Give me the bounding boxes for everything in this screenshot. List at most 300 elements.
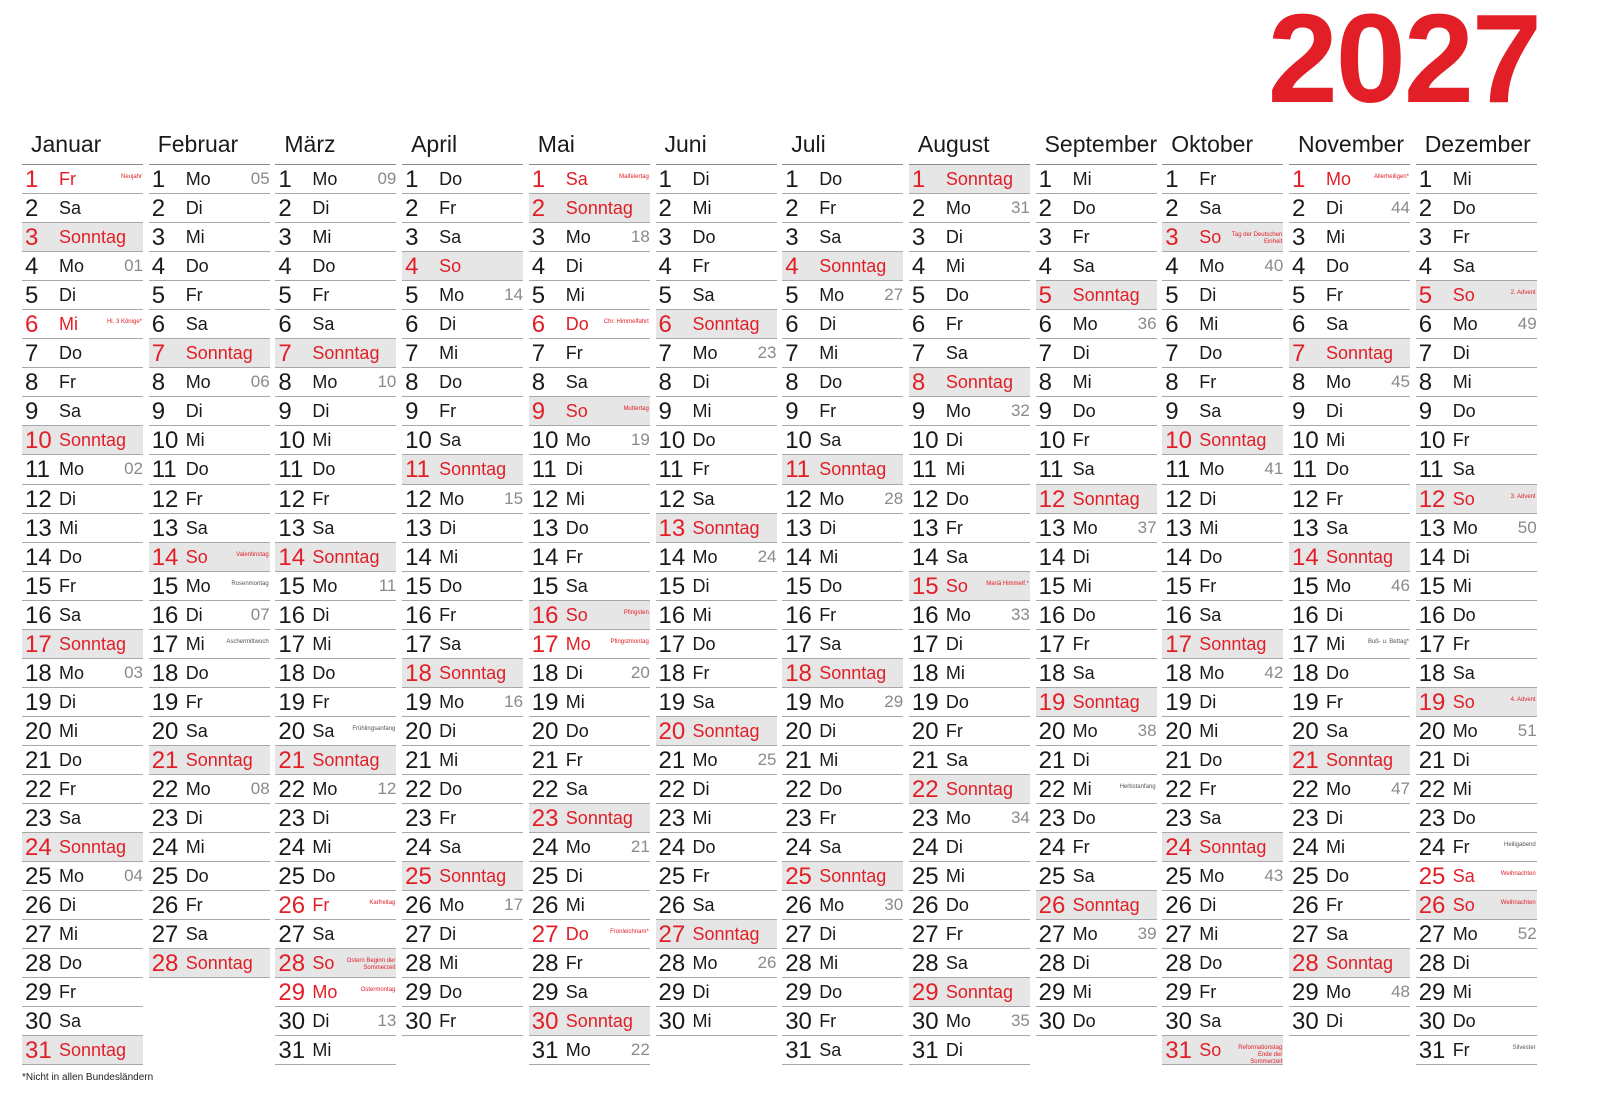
- day-row: [909, 543, 1030, 572]
- day-row: [22, 862, 143, 891]
- day-row: [1416, 688, 1537, 717]
- week-number: 41: [1264, 459, 1284, 479]
- day-number: 25: [151, 863, 179, 891]
- weekday: Do: [439, 778, 463, 799]
- day-row: [22, 165, 143, 194]
- day-number: 30: [1165, 1008, 1192, 1036]
- week-number: 26: [757, 953, 777, 973]
- day-number: 1: [25, 166, 39, 193]
- weekday: Mo: [185, 575, 211, 596]
- day-row: [275, 891, 396, 920]
- weekday: So: [1452, 691, 1475, 712]
- day-number: 22: [1292, 775, 1319, 803]
- day-row: [1416, 717, 1537, 746]
- weekday: Sonntag: [819, 459, 887, 480]
- day-number: 4: [785, 253, 799, 281]
- weekday: Sonntag: [819, 662, 887, 683]
- weekday: Mo: [1326, 169, 1352, 189]
- day-row: [402, 862, 523, 891]
- weekday: Mi: [819, 546, 839, 567]
- day-row: [22, 920, 143, 949]
- weekday: Do: [1072, 808, 1096, 829]
- day-row: [1289, 833, 1410, 862]
- day-row: [1036, 978, 1157, 1007]
- day-number: 25: [911, 863, 939, 891]
- weekday: Mo: [439, 488, 465, 509]
- day-list: [22, 164, 143, 1065]
- month-februar: [149, 124, 270, 978]
- day-number: 4: [151, 253, 166, 281]
- day-number: 17: [658, 630, 686, 658]
- day-row: [22, 426, 143, 455]
- day-number: 18: [405, 659, 432, 687]
- day-row: [656, 281, 777, 310]
- day-number: 23: [1418, 805, 1446, 833]
- weekday: Sa: [819, 633, 842, 654]
- holiday-label: Hl. 3 Könige*: [106, 319, 142, 326]
- day-row: [1289, 339, 1410, 368]
- weekday: Do: [565, 924, 589, 945]
- day-row: [656, 572, 777, 601]
- day-number: 8: [405, 369, 419, 397]
- weekday: Mi: [1199, 314, 1219, 335]
- day-number: 24: [911, 834, 939, 862]
- weekday: Sonntag: [565, 1011, 633, 1032]
- day-row: [909, 455, 1030, 484]
- day-row: [22, 717, 143, 746]
- day-number: 11: [531, 456, 557, 484]
- day-row: [529, 223, 650, 252]
- day-number: 5: [1292, 282, 1306, 310]
- day-number: 2: [1418, 195, 1433, 223]
- day-number: 8: [1165, 369, 1179, 397]
- weekday: Mo: [1452, 314, 1478, 335]
- week-number: 02: [124, 459, 143, 479]
- day-number: 30: [1418, 1008, 1446, 1036]
- weekday: Sonntag: [1326, 343, 1394, 364]
- day-number: 30: [1038, 1008, 1066, 1036]
- weekday: Sa: [59, 604, 82, 625]
- weekday: Di: [312, 1011, 330, 1032]
- weekday: Di: [1326, 1011, 1343, 1032]
- day-row: [909, 339, 1030, 368]
- day-number: 15: [658, 572, 686, 600]
- day-number: 31: [1165, 1037, 1192, 1065]
- day-number: 1: [911, 166, 926, 193]
- holiday-label: Chr. Himmelfahrt: [603, 319, 649, 326]
- day-row: [1162, 1036, 1283, 1065]
- week-number: 10: [377, 372, 397, 392]
- day-number: 3: [1165, 224, 1179, 252]
- weekday: Fr: [1452, 430, 1470, 451]
- weekday: Sa: [59, 401, 82, 422]
- day-number: 27: [1038, 921, 1066, 949]
- week-number: 06: [250, 372, 270, 392]
- weekday: Di: [1072, 546, 1090, 567]
- day-number: 31: [25, 1037, 52, 1065]
- day-number: 1: [1038, 166, 1052, 193]
- weekday: Sonntag: [819, 256, 887, 277]
- day-row: [149, 920, 270, 949]
- day-number: 18: [1418, 659, 1446, 687]
- weekday: Sa: [1452, 866, 1475, 887]
- holiday-label: Maifeiertag: [619, 174, 649, 180]
- day-row: [22, 1036, 143, 1065]
- day-number: 4: [1038, 253, 1052, 281]
- day-row: [782, 543, 903, 572]
- day-row: [22, 891, 143, 920]
- day-row: [909, 194, 1030, 223]
- day-row: [782, 775, 903, 804]
- weekday: Sa: [1199, 604, 1222, 625]
- day-row: [1416, 862, 1537, 891]
- day-number: 25: [25, 863, 52, 891]
- weekday: Mo: [59, 256, 85, 277]
- day-row: [782, 949, 903, 978]
- weekday: Di: [1452, 546, 1470, 567]
- weekday: Sa: [692, 895, 715, 916]
- weekday: Mi: [945, 866, 965, 887]
- weekday: Sa: [1072, 866, 1095, 887]
- holiday-label: Karfreitag: [369, 900, 396, 907]
- day-row: [149, 630, 270, 659]
- day-number: 16: [1038, 601, 1066, 629]
- day-number: 30: [25, 1008, 52, 1036]
- day-row: [1036, 165, 1157, 194]
- day-number: 2: [1165, 195, 1179, 223]
- day-number: 15: [785, 572, 812, 600]
- day-number: 18: [1165, 659, 1192, 687]
- day-number: 21: [405, 746, 432, 774]
- weekday: Di: [439, 720, 457, 741]
- week-number: 16: [504, 691, 524, 711]
- weekday: Do: [819, 169, 843, 189]
- weekday: Fr: [945, 924, 963, 945]
- day-number: 5: [1165, 282, 1179, 310]
- weekday: Sa: [945, 953, 968, 974]
- day-row: [149, 746, 270, 775]
- day-row: [656, 717, 777, 746]
- day-row: [529, 920, 650, 949]
- weekday: Mo: [565, 1040, 591, 1061]
- weekday: Mi: [1452, 575, 1472, 596]
- weekday: Di: [945, 633, 963, 654]
- weekday: Sonntag: [312, 546, 380, 567]
- weekday: Mi: [692, 1011, 712, 1032]
- day-number: 28: [1292, 950, 1319, 978]
- day-number: 28: [151, 950, 179, 978]
- weekday: Do: [945, 691, 969, 712]
- weekday: Mi: [59, 517, 78, 538]
- weekday: Sa: [819, 1040, 842, 1061]
- day-row: [656, 659, 777, 688]
- weekday: Sa: [1326, 517, 1349, 538]
- day-number: 22: [1165, 775, 1192, 803]
- day-number: 5: [1418, 282, 1433, 310]
- day-number: 23: [658, 805, 686, 833]
- weekday: Sa: [565, 372, 588, 393]
- day-number: 11: [1418, 456, 1444, 484]
- day-number: 2: [25, 195, 39, 223]
- day-row: [1036, 485, 1157, 514]
- weekday: Mi: [945, 459, 965, 480]
- day-row: [909, 310, 1030, 339]
- day-number: 27: [151, 921, 179, 949]
- weekday: Sa: [1452, 256, 1475, 277]
- day-row: [275, 514, 396, 543]
- day-row: [1289, 717, 1410, 746]
- weekday: Mo: [819, 895, 845, 916]
- day-row: [1036, 601, 1157, 630]
- holiday-label: Heiligabend: [1503, 842, 1536, 849]
- month-juli: [782, 124, 903, 1065]
- weekday: Sa: [1072, 459, 1095, 480]
- weekday: Mo: [312, 982, 338, 1003]
- day-number: 11: [278, 456, 304, 484]
- day-number: 31: [785, 1037, 812, 1065]
- weekday: Mo: [565, 633, 591, 654]
- weekday: Mo: [945, 401, 971, 422]
- day-number: 23: [1292, 805, 1319, 833]
- month-name: August: [917, 131, 990, 157]
- day-number: 16: [785, 601, 812, 629]
- day-row: [275, 601, 396, 630]
- day-row: [1416, 804, 1537, 833]
- weekday: Sa: [59, 808, 82, 829]
- weekday: Sonntag: [945, 169, 1013, 189]
- week-number: 39: [1137, 924, 1157, 944]
- weekday: Di: [1326, 401, 1343, 422]
- day-row: [656, 746, 777, 775]
- day-row: [275, 223, 396, 252]
- day-row: [529, 978, 650, 1007]
- day-number: 1: [151, 166, 166, 193]
- day-number: 17: [25, 630, 52, 658]
- day-row: [529, 165, 650, 194]
- weekday: Mo: [819, 691, 845, 712]
- day-row: [782, 194, 903, 223]
- day-number: 17: [151, 630, 179, 658]
- day-list: [1036, 164, 1157, 1036]
- day-number: 6: [1038, 311, 1052, 339]
- day-row: [656, 397, 777, 426]
- weekday: Sa: [1452, 662, 1475, 683]
- day-number: 23: [531, 805, 559, 833]
- day-number: 1: [1418, 166, 1433, 193]
- day-number: 6: [278, 311, 292, 339]
- day-number: 13: [911, 514, 939, 542]
- day-row: [1036, 717, 1157, 746]
- day-row: [1036, 1007, 1157, 1036]
- day-row: [782, 891, 903, 920]
- day-row: [1289, 688, 1410, 717]
- day-row: [275, 688, 396, 717]
- day-number: 16: [1165, 601, 1192, 629]
- day-row: [656, 223, 777, 252]
- day-number: 17: [1165, 630, 1192, 658]
- weekday: Mi: [185, 633, 205, 654]
- day-number: 24: [1418, 834, 1446, 862]
- weekday: Fr: [1326, 488, 1343, 509]
- day-row: [656, 978, 777, 1007]
- weekday: Mo: [565, 227, 591, 248]
- day-row: [1036, 310, 1157, 339]
- day-row: [149, 339, 270, 368]
- day-row: [782, 368, 903, 397]
- holiday-label: Weihnachten: [1500, 871, 1536, 878]
- day-number: 29: [1038, 979, 1066, 1007]
- day-number: 6: [151, 311, 166, 339]
- weekday: Sa: [945, 546, 968, 567]
- day-row: [1289, 514, 1410, 543]
- day-row: [782, 165, 903, 194]
- day-number: 13: [405, 514, 432, 542]
- day-row: [529, 833, 650, 862]
- day-number: 16: [25, 601, 52, 629]
- week-number: 34: [1010, 808, 1030, 828]
- day-number: 3: [785, 224, 799, 252]
- day-number: 8: [1038, 369, 1052, 397]
- day-number: 25: [1038, 863, 1066, 891]
- weekday: Di: [945, 1040, 963, 1061]
- month-mai: [529, 124, 650, 1065]
- day-number: 27: [658, 921, 686, 949]
- weekday: Fr: [439, 1011, 457, 1032]
- day-row: [909, 630, 1030, 659]
- holiday-label: Fronleichnam*: [610, 929, 649, 936]
- day-number: 22: [531, 775, 559, 803]
- weekday: Mo: [1072, 924, 1098, 945]
- weekday: Sonntag: [945, 982, 1013, 1003]
- day-row: [1162, 368, 1283, 397]
- weekday: Fr: [59, 982, 76, 1003]
- day-number: 16: [278, 601, 306, 629]
- day-number: 18: [785, 659, 812, 687]
- weekday: Sonntag: [1072, 285, 1140, 306]
- day-row: [1289, 891, 1410, 920]
- day-number: 28: [1418, 950, 1446, 978]
- day-number: 26: [1038, 892, 1066, 920]
- day-row: [275, 717, 396, 746]
- day-number: 16: [1418, 601, 1446, 629]
- weekday: Fr: [1452, 227, 1470, 248]
- day-number: 2: [405, 195, 419, 223]
- day-number: 2: [785, 195, 799, 223]
- weekday: Sa: [312, 517, 335, 538]
- weekday: Sa: [1199, 1011, 1222, 1032]
- day-row: [1289, 920, 1410, 949]
- day-row: [656, 165, 777, 194]
- weekday: Mi: [565, 285, 585, 306]
- weekday: Fr: [1199, 575, 1217, 596]
- weekday: Mi: [59, 314, 78, 335]
- day-number: 17: [405, 630, 432, 658]
- day-row: [909, 688, 1030, 717]
- weekday: Sa: [819, 837, 842, 858]
- day-number: 28: [531, 950, 559, 978]
- day-row: [909, 804, 1030, 833]
- holiday-label: 4. Advent: [1510, 696, 1536, 703]
- weekday: Sonntag: [185, 953, 253, 974]
- day-row: [529, 1036, 650, 1065]
- day-number: 28: [278, 950, 306, 978]
- weekday: Di: [312, 808, 330, 829]
- day-row: [402, 891, 523, 920]
- day-number: 8: [911, 369, 926, 397]
- weekday: Mi: [439, 749, 459, 770]
- day-number: 27: [1418, 921, 1446, 949]
- week-number: 45: [1391, 372, 1410, 392]
- weekday: Sa: [819, 227, 842, 248]
- day-row: [782, 572, 903, 601]
- weekday: Mo: [565, 837, 591, 858]
- weekday: Fr: [692, 256, 710, 277]
- weekday: Di: [1452, 343, 1470, 364]
- month-name: März: [284, 131, 336, 157]
- weekday: Do: [565, 314, 589, 335]
- day-row: [1416, 514, 1537, 543]
- day-row: [402, 572, 523, 601]
- weekday: Do: [185, 866, 209, 887]
- day-row: [1162, 426, 1283, 455]
- day-number: 20: [1165, 717, 1192, 745]
- day-row: [1289, 281, 1410, 310]
- weekday: Mo: [1452, 517, 1478, 538]
- day-number: 18: [151, 659, 179, 687]
- day-number: 15: [25, 572, 52, 600]
- day-number: 26: [1165, 892, 1192, 920]
- weekday: Di: [185, 604, 203, 625]
- day-number: 17: [785, 630, 812, 658]
- day-row: [782, 339, 903, 368]
- day-row: [1162, 659, 1283, 688]
- weekday: Sonntag: [692, 924, 760, 945]
- weekday: Mi: [1326, 430, 1345, 451]
- day-row: [1162, 688, 1283, 717]
- day-number: 31: [911, 1037, 939, 1065]
- day-number: 12: [1418, 485, 1446, 513]
- day-number: 12: [1292, 485, 1319, 513]
- day-number: 1: [1292, 166, 1306, 193]
- day-row: [529, 368, 650, 397]
- day-row: [1036, 368, 1157, 397]
- day-number: 6: [658, 311, 672, 339]
- day-number: 5: [658, 282, 672, 310]
- day-number: 9: [25, 398, 39, 426]
- day-number: 17: [531, 630, 559, 658]
- day-number: 22: [785, 775, 812, 803]
- day-list: [1416, 164, 1537, 1065]
- day-row: [149, 485, 270, 514]
- week-number: 14: [504, 285, 524, 305]
- day-number: 4: [1418, 253, 1433, 281]
- weekday: Mi: [185, 430, 205, 451]
- weekday: Sonntag: [1326, 953, 1394, 974]
- day-number: 15: [1292, 572, 1319, 600]
- weekday: So: [1452, 488, 1475, 509]
- weekday: Sonntag: [185, 343, 253, 364]
- day-row: [656, 485, 777, 514]
- day-number: 9: [911, 398, 926, 426]
- week-number: 46: [1391, 575, 1410, 595]
- weekday: Mi: [1199, 720, 1219, 741]
- day-row: [1162, 252, 1283, 281]
- weekday: Mi: [1072, 575, 1092, 596]
- day-row: [1416, 833, 1537, 862]
- weekday: Fr: [1452, 1040, 1470, 1061]
- day-row: [402, 804, 523, 833]
- day-row: [1162, 1007, 1283, 1036]
